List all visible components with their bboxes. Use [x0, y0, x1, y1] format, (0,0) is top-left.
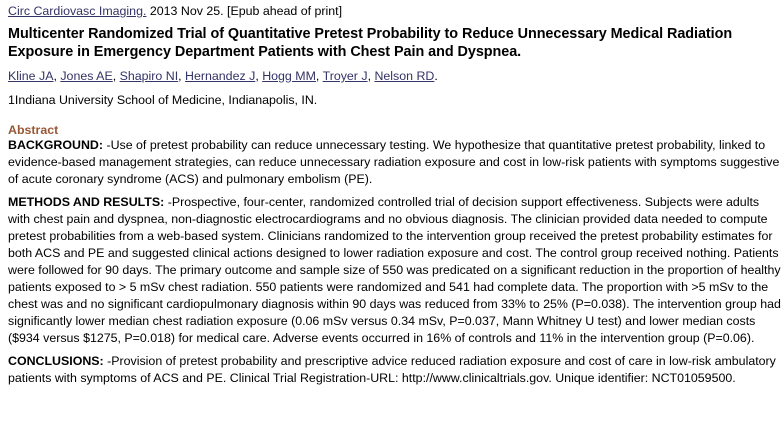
citation-line [8, 3, 784, 20]
section-text: -Provision of pretest probability and prescriptive advice reduced radiation exposure and cost of care in low-risk ambulatory patients with symptoms of ACS and PE. Clinical Trial Registration-URL: http://www.clinicaltrials.gov. Unique identifier: NCT01059500. [8, 354, 776, 385]
author-link[interactable]: Hernandez J [185, 69, 256, 83]
author-link[interactable]: Shapiro NI [119, 69, 179, 83]
abstract-section-methods-results [8, 194, 784, 347]
author-separator: , [255, 69, 263, 83]
author-separator: . [434, 69, 438, 83]
citation-date-status: 2013 Nov 25. [Epub ahead of print] [146, 4, 343, 18]
author-separator: , [112, 69, 120, 83]
article-title: Multicenter Randomized Trial of Quantitative Pretest Probability to Reduce Unnecessary Medical Radiation Exposure in Emergency Department Patients with Chest Pain and Dyspnea. [8, 26, 733, 60]
author-link[interactable]: Kline JA [8, 69, 54, 83]
abstract-section-conclusions [8, 353, 784, 387]
author-separator: , [315, 69, 323, 83]
section-label: CONCLUSIONS: [8, 354, 104, 368]
author-list [8, 68, 784, 85]
affiliation: 1Indiana University School of Medicine, Indianapolis, IN. [8, 93, 318, 107]
section-label: BACKGROUND: [8, 138, 103, 152]
author-separator: , [53, 69, 61, 83]
abstract-section-background [8, 137, 784, 188]
author-link[interactable]: Jones AE [60, 69, 113, 83]
author-link[interactable]: Troyer J [322, 69, 368, 83]
author-separator: , [178, 69, 186, 83]
journal-link[interactable]: Circ Cardiovasc Imaging. [8, 4, 147, 18]
author-separator: , [367, 69, 375, 83]
section-text: -Prospective, four-center, randomized controlled trial of decision support effectiveness. Subjects were adults with chest pain and dyspnea, non-diagnostic electrocardiograms and no obvious diagnosis. The clinician provided data needed to compute pretest probabilities from a web-based system. Clinicians randomized to the intervention group received the pretest probability estimates for both ACS and PE and suggested clinical actions designed to lower radiation exposure and cost. The control group received nothing. Patients were followed for 90 days. The primary outcome and sample size of 550 was predicated on a significant reduction in the proportion of healthy patients exposed to > 5 mSv chest radiation. 550 patients were randomized and 541 had complete data. The proportion with >5 mSv to the chest was and no significant cardiopulmonary diagnosis within 90 days was reduced from 33% to 25% (P=0.038). The intervention group had significantly lower median chest radiation exposure (0.06 mSv versus 0.34 mSv, P=0.037, Mann Whitney U test) and lower median costs ($934 versus $1275, P=0.018) for medical care. Adverse events occurred in 16% of controls and 11% in the intervention group (P=0.06). [8, 195, 781, 345]
abstract-heading: Abstract [8, 123, 59, 137]
section-text: -Use of pretest probability can reduce unnecessary testing. We hypothesize that quantitative pretest probability, linked to evidence-based management strategies, can reduce unnecessary radiation exposure and cost in low-risk patients with symptoms suggestive of acute coronary syndrome (ACS) and pulmonary embolism (PE). [8, 138, 780, 186]
author-link[interactable]: Nelson RD [374, 69, 435, 83]
author-link[interactable]: Hogg MM [262, 69, 316, 83]
section-label: METHODS AND RESULTS: [8, 195, 165, 209]
